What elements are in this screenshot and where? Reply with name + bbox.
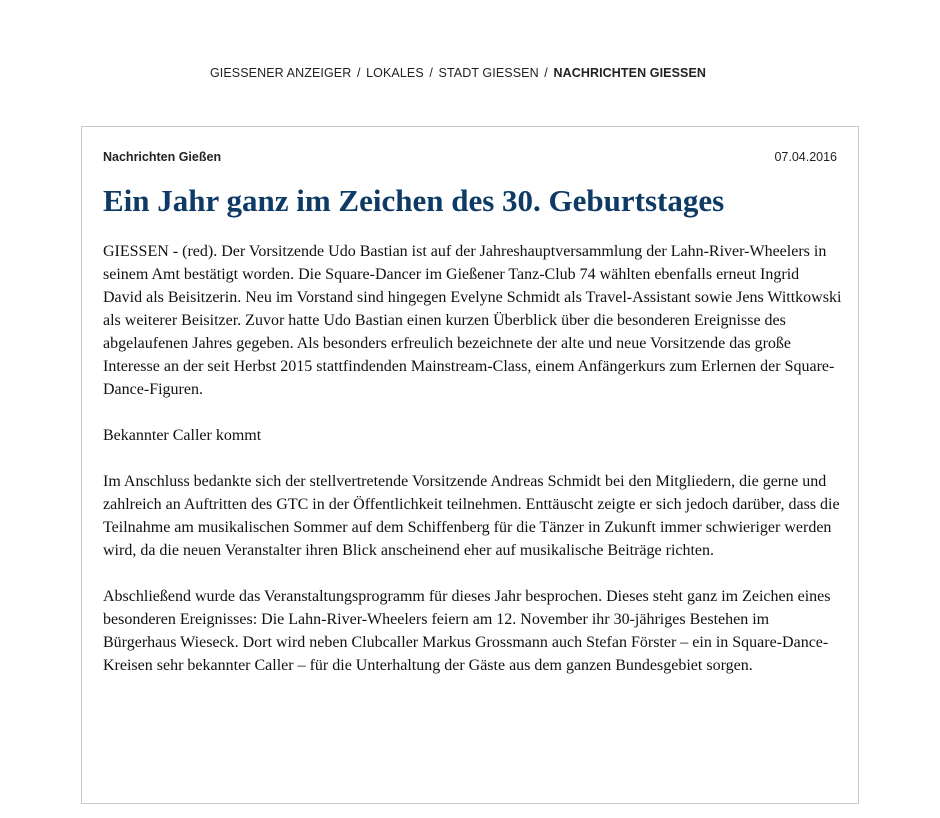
article-card <box>81 126 859 804</box>
article-headline: Ein Jahr ganz im Zeichen des 30. Geburtstages <box>103 183 725 218</box>
article-paragraph: Abschließend wurde das Veranstaltungsprogramm für dieses Jahr besprochen. Dieses steht ganz im Zeichen eines besonderen Ereignisses: Die Lahn-River-Wheelers feiern am 12. November ihr 30-jähriges Bestehen im Bürgerhaus Wieseck. Dort wird neben Clubcaller Markus Grossmann auch Stefan Förster – ein in Square-Dance-Kreisen sehr bekannter Caller – für die Unterhaltung der Gäste aus dem ganzen Bundesgebiet sorgen. <box>103 588 831 674</box>
article-body <box>103 240 842 700</box>
article-date: 07.04.2016 <box>774 150 837 164</box>
article-category[interactable]: Nachrichten Gießen <box>103 150 222 164</box>
breadcrumb-item-stadt-giessen[interactable]: STADT GIESSEN <box>438 66 539 80</box>
article-subheading: Bekannter Caller kommt <box>103 427 262 444</box>
breadcrumb-separator: / <box>356 66 361 80</box>
article-meta <box>103 150 837 168</box>
breadcrumb <box>0 66 916 80</box>
article-paragraph: Im Anschluss bedankte sich der stellvertretende Vorsitzende Andreas Schmidt bei den Mitgliedern, die gerne und zahlreich an Auftritten des GTC in der Öffentlichkeit teilnehmen. Enttäuscht zeigte er sich jedoch darüber, dass die Teilnahme am musikalischen Sommer auf dem Schiffenberg für die Tänzer in Zukunft immer schwieriger werden wird, da die neuen Veranstalter ihren Blick anscheinend eher auf musikalische Beiträge richten. <box>103 473 840 559</box>
breadcrumb-item-giessener-anzeiger[interactable]: GIESSENER ANZEIGER <box>209 66 352 80</box>
breadcrumb-separator: / <box>544 66 548 80</box>
breadcrumb-current: NACHRICHTEN GIESSEN <box>553 66 707 80</box>
article-paragraph: GIESSEN - (red). Der Vorsitzende Udo Bastian ist auf der Jahreshauptversammlung der Lahn-River-Wheelers in seinem Amt bestätigt worden. Die Square-Dancer im Gießener Tanz-Club 74 wählten ebenfalls erneut Ingrid David als Beisitzerin. Neu im Vorstand sind hingegen Evelyne Schmidt als Travel-Assistant sowie Jens Wittkowski als weiterer Beisitzer. Zuvor hatte Udo Bastian einen kurzen Überblick über die besonderen Ereignisse des abgelaufenen Jahres gegeben. Als besonders erfreulich bezeichnete der alte und neue Vorsitzende das große Interesse an der seit Herbst 2015 stattfindenden Mainstream-Class, einem Anfängerkurs zum Erlernen der Square-Dance-Figuren. <box>103 243 842 398</box>
breadcrumb-separator: / <box>429 66 433 80</box>
breadcrumb-item-lokales[interactable]: LOKALES <box>366 66 424 80</box>
